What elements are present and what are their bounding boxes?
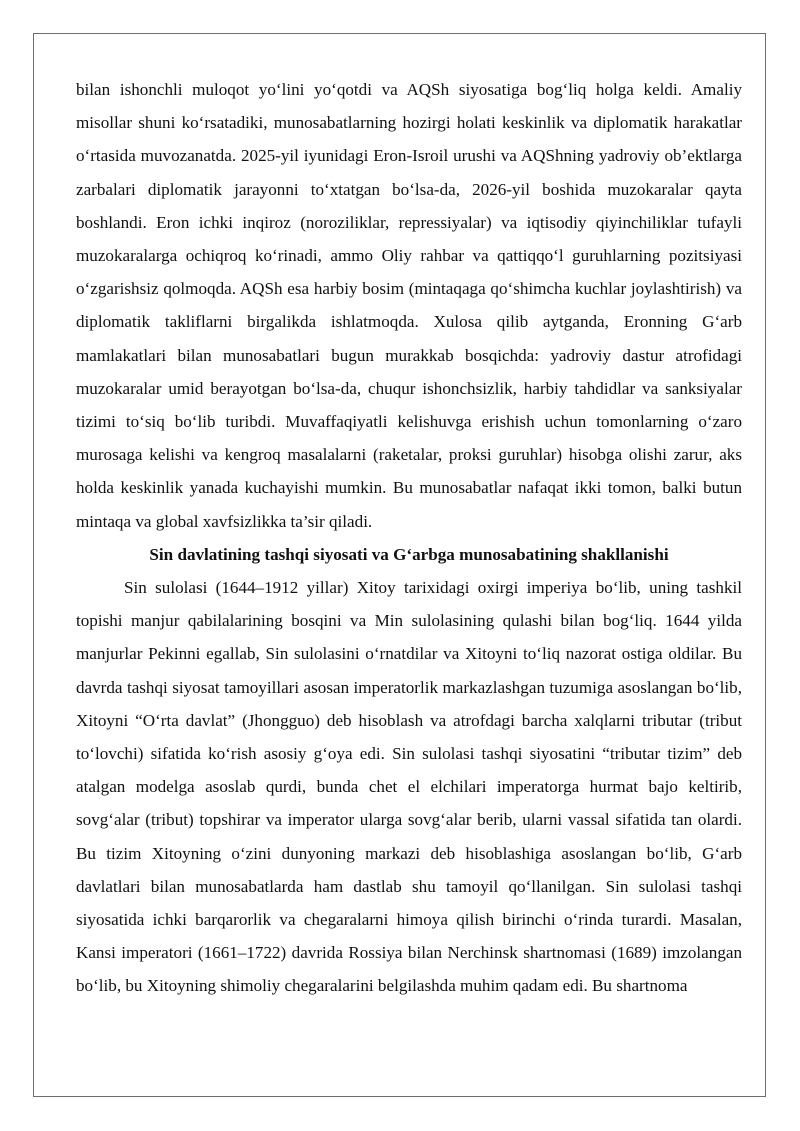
document-body	[76, 73, 742, 1003]
body-paragraph: Sin sulolasi (1644–1912 yillar) Xitoy tarixidagi oxirgi imperiya bo‘lib, uning tashkil topishi manjur qabilalarining bosqini va Min sulolasining qulashi bilan bog‘liq. 1644 yilda manjurlar Pekinni egallab, Sin sulolasini o‘rnatdilar va Xitoyni to‘liq nazorat ostiga oldilar. Bu davrda tashqi siyosat tamoyillari asosan imperatorlik markazlashgan tuzumiga asoslangan bo‘lib, Xitoyni “O‘rta davlat” (Jhongguo) deb hisoblash va atrofdagi barcha xalqlarni tributar (tribut to‘lovchi) sifatida ko‘rish asosiy g‘oya edi. Sin sulolasi tashqi siyosatini “tributar tizim” deb atalgan modelga asoslab qurdi, bunda chet el elchilari imperatorga hurmat bajo keltirib, sovg‘alar (tribut) topshirar va imperator ularga sovg‘alar berib, ularni vassal sifatida tan olardi. Bu tizim Xitoyning o‘zini dunyoning markazi deb hisoblashiga asoslangan bo‘lib, G‘arb davlatlari bilan munosabatlarda ham dastlab shu tamoyil qo‘llanilgan. Sin sulolasi tashqi siyosatida ichki barqarorlik va chegaralarni himoya qilish birinchi o‘rinda turardi. Masalan, Kansi imperatori (1661–1722) davrida Rossiya bilan Nerchinsk shartnomasi (1689) imzolangan bo‘lib, bu Xitoyning shimoliy chegaralarini belgilashda muhim qadam edi. Bu shartnoma	[76, 578, 742, 996]
section-heading: Sin davlatining tashqi siyosati va G‘arbga munosabatining shakllanishi	[149, 544, 669, 564]
body-paragraph: bilan ishonchli muloqot yo‘lini yo‘qotdi va AQSh siyosatiga bog‘liq holga keldi. Amaliy misollar shuni ko‘rsatadiki, munosabatlarning hozirgi holati keskinlik va diplomatik harakatlar o‘rtasida muvozanatda. 2025-yil iyunidagi Eron-Isroil urushi va AQShning yadroviy ob’ektlarga zarbalari diplomatik jarayonni to‘xtatgan bo‘lsa-da, 2026-yil boshida muzokaralar qayta boshlandi. Eron ichki inqiroz (noroziliklar, repressiyalar) va iqtisodiy qiyinchiliklar tufayli muzokaralarga ochiqroq ko‘rinadi, ammo Oliy rahbar va qattiqqo‘l guruhlarning pozitsiyasi o‘zgarishsiz qolmoqda. AQSh esa harbiy bosim (mintaqaga qo‘shimcha kuchlar joylashtirish) va diplomatik takliflarni birgalikda ishlatmoqda. Xulosa qilib aytganda, Eronning G‘arb mamlakatlari bilan munosabatlari bugun murakkab bosqichda: yadroviy dastur atrofidagi muzokaralar umid berayotgan bo‘lsa-da, chuqur ishonchsizlik, harbiy tahdidlar va sanksiyalar tizimi to‘siq bo‘lib turibdi. Muvaffaqiyatli kelishuvga erishish uchun tomonlarning o‘zaro murosaga kelishi va kengroq masalalarni (raketalar, proksi guruhlar) hisobga olishi zarur, aks holda keskinlik yanada kuchayishi mumkin. Bu munosabatlar nafaqat ikki tomon, balki butun mintaqa va global xavfsizlikka ta’sir qiladi.	[76, 80, 742, 531]
